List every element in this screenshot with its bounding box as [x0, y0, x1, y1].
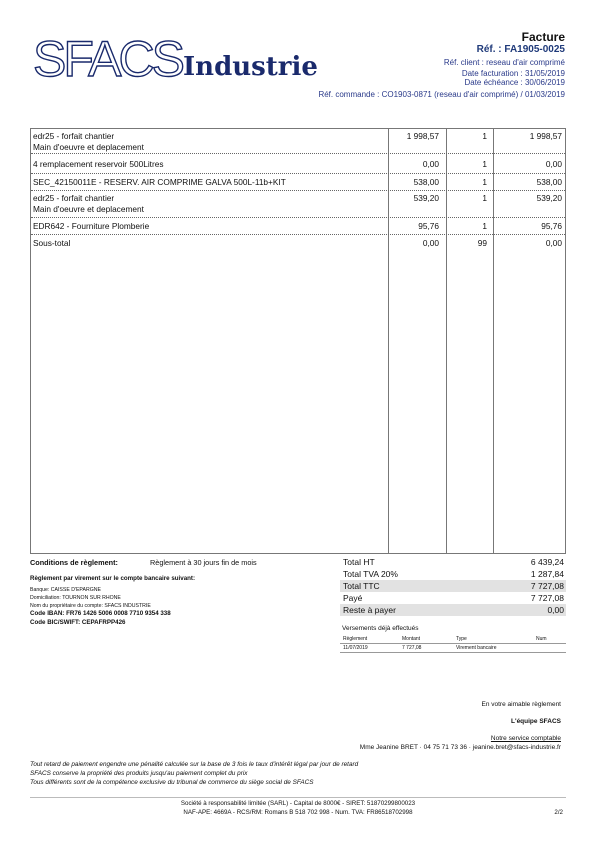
line-unit-price: 0,00: [422, 159, 439, 169]
line-quantity: 1: [482, 221, 487, 231]
total-value: 7 727,08: [530, 593, 564, 603]
line-quantity: 1: [482, 177, 487, 187]
line-quantity: 99: [477, 238, 487, 248]
line-quantity: 1: [482, 131, 487, 141]
service-name: Notre service comptable: [490, 735, 561, 742]
line-designation: edr25 - forfait chantier: [33, 131, 115, 141]
line-designation: EDR642 - Fourniture Plomberie: [33, 221, 150, 231]
line-unit-price: 95,76: [418, 221, 439, 231]
table-row: [31, 174, 565, 191]
total-label: Total TTC: [343, 581, 380, 591]
due-date: Date échéance : 30/06/2019: [464, 78, 565, 87]
remaining-row: [340, 604, 566, 616]
invoice-date: Date facturation : 31/05/2019: [461, 69, 565, 78]
order-ref: Réf. commande : CO1903-0871 (reseau d'air comprimé) / 01/03/2019: [318, 90, 565, 99]
company-logo: SFACS: [33, 31, 182, 87]
payments-title: Versements déjà effectués: [342, 625, 419, 632]
total-ht-row: [340, 556, 566, 568]
account-owner: Nom du propriétaire du compte: SFACS INDUSTRIE: [30, 603, 151, 609]
line-total: 0,00: [545, 238, 562, 248]
line-designation: edr25 - forfait chantier: [33, 193, 115, 203]
table-row: [31, 154, 565, 174]
conditions-label: Conditions de règlement:: [30, 558, 118, 567]
table-row: [31, 235, 565, 252]
legal-line: SFACS conserve la propriété des produits jusqu'au paiement complet du prix: [30, 770, 248, 777]
payment-date: 11/07/2019: [343, 645, 368, 651]
bank-domiciliation: Domiciliation: TOURNON SUR RHONE: [30, 595, 121, 601]
payment-type: Virement bancaire: [456, 645, 497, 651]
line-designation: SEC_42150011E - RESERV. AIR COMPRIME GALVA 500L-11b+KIT: [33, 177, 286, 187]
payments-header: [340, 635, 566, 644]
total-value: 6 439,24: [530, 557, 564, 567]
payment-amount: 7 727,08: [402, 645, 422, 651]
line-quantity: 1: [482, 193, 487, 203]
bank-name: Banque: CAISSE D'EPARGNE: [30, 587, 101, 593]
contact-info: Mme Jeanine BRET · 04 75 71 73 36 · jeanine.bret@sfacs-industrie.fr: [359, 744, 561, 751]
subtotal-label: Sous-total: [33, 238, 71, 248]
closing-text: En votre aimable règlement: [481, 701, 561, 708]
line-unit-price: 1 998,57: [406, 131, 439, 141]
table-row: [31, 191, 565, 218]
table-row: [340, 644, 566, 653]
total-value: 7 727,08: [530, 581, 564, 591]
virement-title: Règlement par virement sur le compte bancaire suivant:: [30, 575, 196, 582]
total-value: 0,00: [547, 605, 564, 615]
line-unit-price: 538,00: [413, 177, 439, 187]
conditions-value: Règlement à 30 jours fin de mois: [150, 558, 257, 567]
line-total: 95,76: [541, 221, 562, 231]
line-quantity: 1: [482, 159, 487, 169]
line-total: 538,00: [536, 177, 562, 187]
col-header: Type: [456, 636, 467, 642]
total-ttc-row: [340, 580, 566, 592]
bic: Code BIC/SWIFT: CEPAFRPP426: [30, 619, 126, 626]
page-number: 2/2: [554, 809, 563, 816]
col-header: Montant: [402, 636, 421, 642]
line-total: 539,20: [536, 193, 562, 203]
client-ref: Réf. client : reseau d'air comprimé: [443, 58, 565, 67]
company-logo-subtitle: Industrie: [183, 52, 318, 82]
legal-line: Tous différents sont de la compétence exclusive du tribunal de commerce du siège social de SFACS: [30, 779, 314, 786]
team-signature: L'équipe SFACS: [511, 718, 561, 725]
table-row: [31, 129, 565, 154]
legal-line: Tout retard de paiement engendre une pénalité calculée sur la base de 3 fois le taux d'intérêt légal par jour de retard: [30, 761, 359, 768]
line-total: 1 998,57: [529, 131, 562, 141]
line-unit-price: 539,20: [413, 193, 439, 203]
line-total: 0,00: [545, 159, 562, 169]
col-header: Règlement: [343, 636, 368, 642]
line-detail: Main d'oeuvre et deplacement: [33, 204, 144, 214]
table-row: [31, 218, 565, 235]
iban: Code IBAN: FR76 1426 5006 0008 7710 9354 338: [30, 610, 171, 617]
total-tva-row: [340, 568, 566, 580]
total-label: Reste à payer: [343, 605, 396, 615]
line-unit-price: 0,00: [422, 238, 439, 248]
footer-divider: [30, 797, 566, 798]
total-label: Total HT: [343, 557, 375, 567]
line-designation: 4 remplacement reservoir 500Litres: [33, 159, 164, 169]
line-detail: Main d'oeuvre et deplacement: [33, 142, 144, 152]
total-label: Total TVA 20%: [343, 569, 398, 579]
paid-row: [340, 592, 566, 604]
footer-line: NAF-APE: 4669A - RCS/RM: Romans B 518 702 998 - Num. TVA: FR86518702998: [183, 809, 413, 816]
col-header: Num: [536, 636, 547, 642]
invoice-ref: Réf. : FA1905-0025: [476, 44, 565, 55]
invoice-lines-table: [30, 128, 566, 554]
total-value: 1 287,84: [530, 569, 564, 579]
payments-table: [340, 635, 566, 653]
totals-block: [340, 556, 566, 616]
footer-line: Société à responsabilité limitée (SARL) - Capital de 8000€ - SIRET: 51870299800023: [180, 800, 416, 807]
document-title: Facture: [521, 30, 565, 44]
total-label: Payé: [343, 593, 363, 603]
